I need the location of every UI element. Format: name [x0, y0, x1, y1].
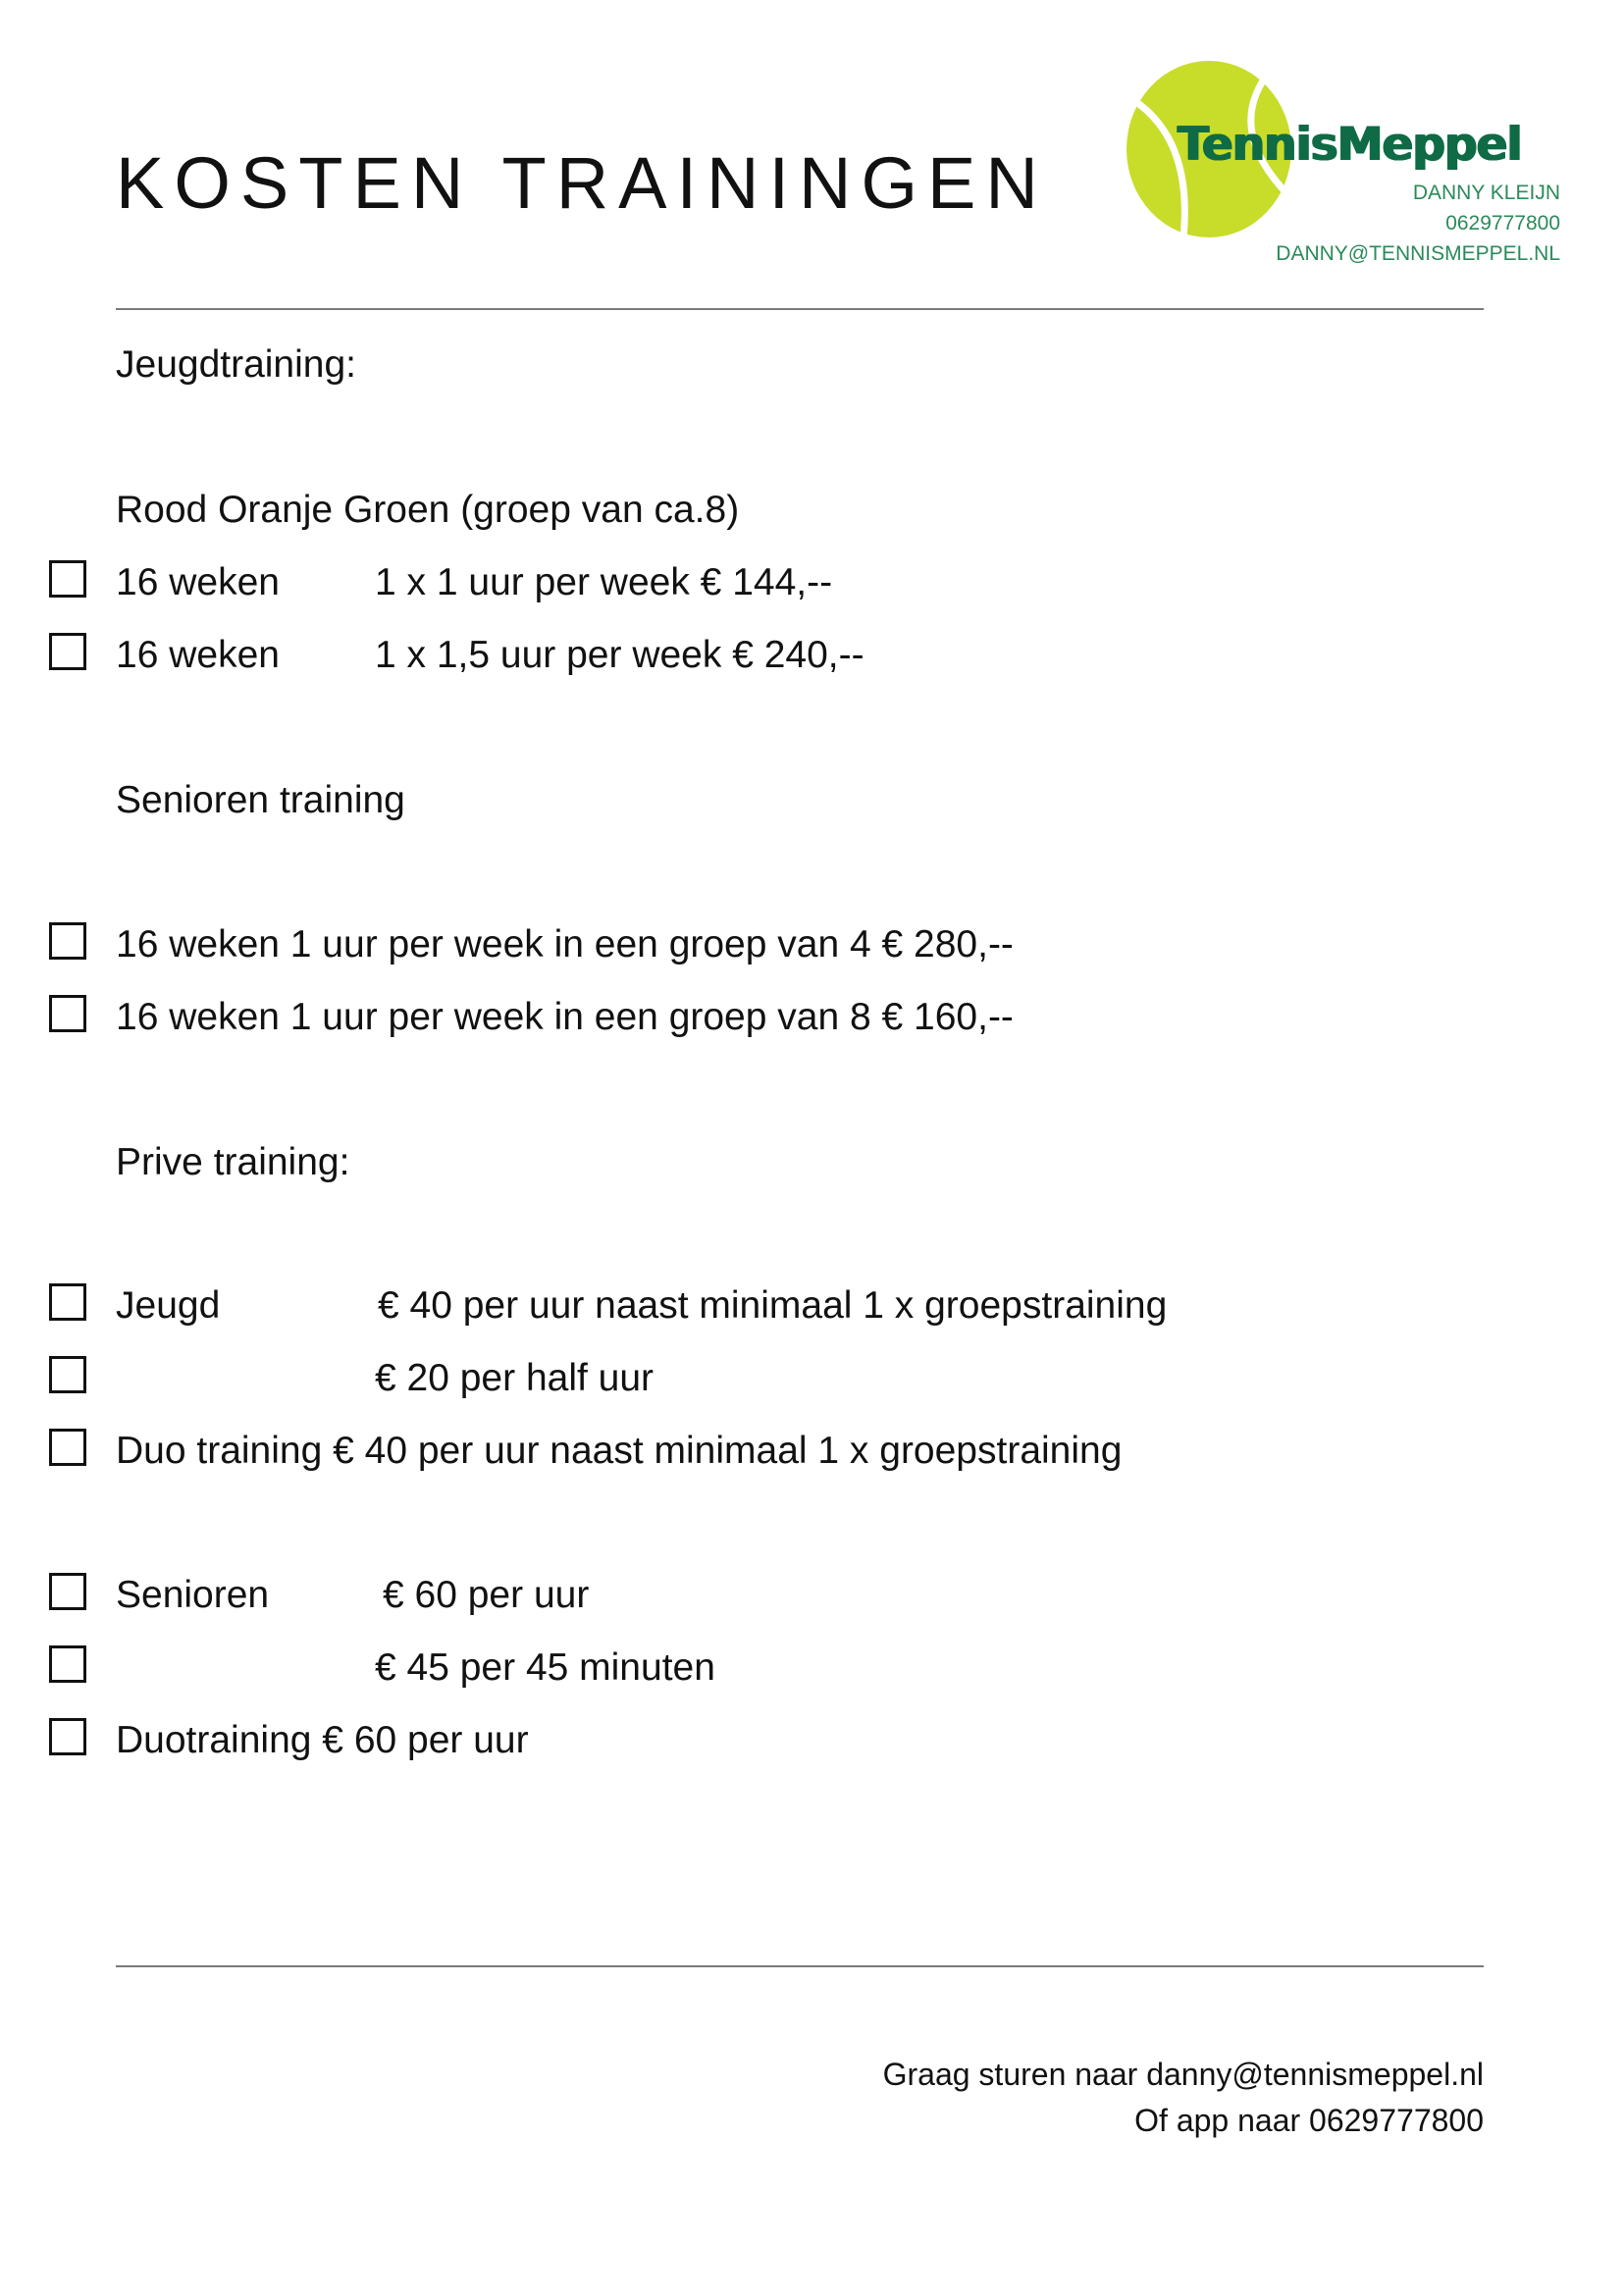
youth-subheading: Rood Oranje Groen (groep van ca.8) — [116, 489, 740, 531]
page-title: KOSTEN TRAININGEN — [116, 142, 1048, 224]
private-youth-label: Jeugd — [116, 1284, 221, 1327]
logo-name: TennisMeppel — [1178, 118, 1522, 172]
private-youth-price: € 20 per half uur — [375, 1357, 655, 1399]
private-duo-label: Duo training € 40 per uur naast minimaal 1 x groepstraining — [116, 1430, 1123, 1472]
youth-option-checkbox-2[interactable] — [49, 633, 86, 670]
youth-option-price: 1 x 1,5 uur per week € 240,-- — [375, 634, 864, 676]
top-divider — [116, 308, 1484, 310]
tennismeppel-logo — [1119, 59, 1570, 285]
private-youth-checkbox-2[interactable] — [49, 1356, 86, 1393]
private-senior-price: € 45 per 45 minuten — [375, 1646, 715, 1689]
seniors-option-text: 16 weken 1 uur per week in een groep van 4 € 280,-- — [116, 923, 1014, 965]
private-duotraining-label: Duotraining € 60 per uur — [116, 1719, 529, 1761]
private-duotraining-checkbox[interactable] — [49, 1718, 86, 1755]
youth-option-price: 1 x 1 uur per week € 144,-- — [375, 561, 833, 603]
private-duo-checkbox[interactable] — [49, 1429, 86, 1466]
seniors-option-text: 16 weken 1 uur per week in een groep van 8 € 160,-- — [116, 996, 1014, 1038]
youth-heading: Jeugdtraining: — [116, 343, 357, 386]
logo-email: DANNY@TENNISMEPPEL.NL — [1276, 242, 1560, 265]
seniors-option-checkbox-1[interactable] — [49, 922, 86, 960]
youth-option-weeks: 16 weken — [116, 561, 280, 603]
seniors-heading: Senioren training — [116, 779, 405, 821]
youth-option-checkbox-1[interactable] — [49, 560, 86, 598]
private-senior-label: Senioren — [116, 1574, 270, 1616]
footer-phone-line: Of app naar 0629777800 — [1134, 2103, 1484, 2138]
private-youth-checkbox-1[interactable] — [49, 1283, 86, 1321]
private-heading: Prive training: — [116, 1141, 350, 1183]
bottom-divider — [116, 1965, 1484, 1967]
private-senior-checkbox-2[interactable] — [49, 1645, 86, 1683]
footer-email-line: Graag sturen naar danny@tennismeppel.nl — [882, 2057, 1484, 2092]
logo-contact-name: DANNY KLEIJN — [1412, 182, 1560, 204]
seniors-option-checkbox-2[interactable] — [49, 995, 86, 1032]
private-senior-price: € 60 per uur — [383, 1574, 590, 1616]
private-youth-price: € 40 per uur naast minimaal 1 x groepstraining — [378, 1284, 1168, 1327]
private-senior-checkbox-1[interactable] — [49, 1573, 86, 1610]
logo-phone: 0629777800 — [1445, 212, 1560, 235]
youth-option-weeks: 16 weken — [116, 634, 280, 676]
